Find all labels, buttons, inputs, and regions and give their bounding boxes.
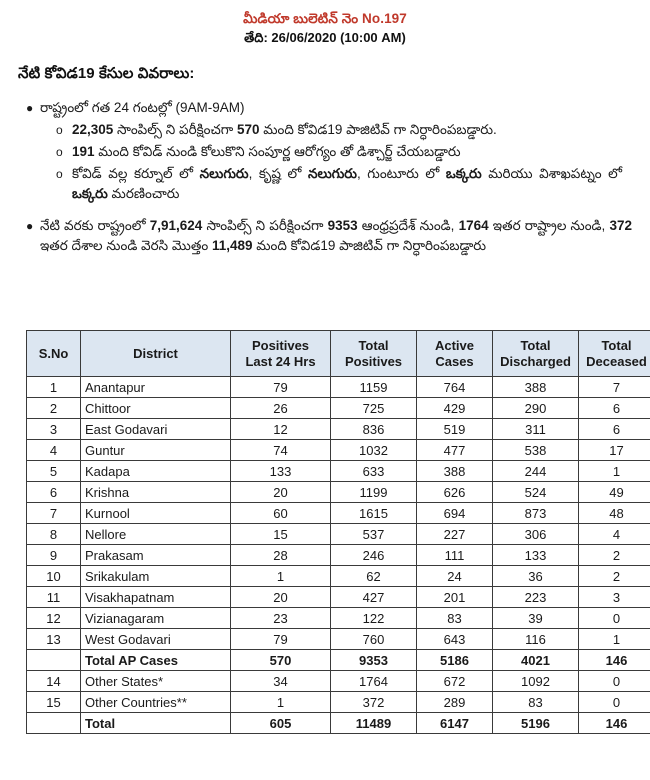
- deaths-mid-2: , గుంటూరు లో: [356, 166, 446, 181]
- bulletin-title: మీడియా బులెటిన్ నెం No.197: [243, 11, 407, 26]
- column-header-tp-line2: Positives: [344, 353, 403, 369]
- new-positives-value: 570: [236, 122, 260, 137]
- cell-active-cases: 111: [417, 545, 493, 566]
- column-header-total-deceased: [579, 331, 650, 377]
- bullet-last-24-hours-text: రాష్ట్రంలో గత 24 గంటల్లో (9AM-9AM): [40, 100, 245, 115]
- bullet-last-24-hours: [26, 98, 632, 204]
- cell-total-deceased: 7: [579, 377, 650, 398]
- table-row: [27, 377, 650, 398]
- deaths-visakhapatnam-value: ఒక్కరు: [72, 186, 108, 201]
- cell-positives-last-24-hrs: 570: [231, 650, 331, 671]
- table-summary-row: [27, 650, 650, 671]
- cell-positives-last-24-hrs: 79: [231, 377, 331, 398]
- cell-total-discharged: 5196: [493, 713, 579, 734]
- table-summary-row: [27, 713, 650, 734]
- discharged-24h-value: 191: [72, 144, 95, 159]
- cell-total-positives: 122: [331, 608, 417, 629]
- cell-active-cases: 626: [417, 482, 493, 503]
- table-row: [27, 524, 650, 545]
- cell-total-deceased: 17: [579, 440, 650, 461]
- samples-tested-24h-mid: సాంపిల్స్ ని పరీక్షించగా: [113, 122, 237, 137]
- table-row: [27, 608, 650, 629]
- deaths-prefix: కోవిడ్ వల్ల కర్నూల్ లో: [72, 166, 200, 181]
- cell-total-deceased: 3: [579, 587, 650, 608]
- cell-positives-last-24-hrs: 60: [231, 503, 331, 524]
- cell-active-cases: 694: [417, 503, 493, 524]
- column-header-positives-last-24-hrs: [231, 331, 331, 377]
- cell-total-deceased: 6: [579, 398, 650, 419]
- cell-sno: 14: [27, 671, 81, 692]
- bullet-spacer: [0, 204, 650, 216]
- cell-positives-last-24-hrs: 23: [231, 608, 331, 629]
- cell-total-discharged: 133: [493, 545, 579, 566]
- table-row: [27, 398, 650, 419]
- cell-total-positives: 246: [331, 545, 417, 566]
- bullet-circle-icon: o: [56, 167, 63, 181]
- cell-district: Kurnool: [81, 503, 231, 524]
- bullet-disc-icon: ●: [26, 101, 34, 115]
- column-header-ac-line1: Active: [434, 337, 475, 353]
- cumulative-mid-2: ఆంధ్రప్రదేశ్ నుండి,: [357, 218, 459, 233]
- cell-total-deceased: 146: [579, 650, 650, 671]
- deaths-mid-1: , కృష్ణ లో: [248, 166, 309, 181]
- cell-total-discharged: 524: [493, 482, 579, 503]
- cell-district: Srikakulam: [81, 566, 231, 587]
- cell-active-cases: 519: [417, 419, 493, 440]
- bullet-cumulative-totals: [26, 216, 632, 256]
- cell-sno: 3: [27, 419, 81, 440]
- cell-total-discharged: 39: [493, 608, 579, 629]
- cell-active-cases: 764: [417, 377, 493, 398]
- cell-active-cases: 672: [417, 671, 493, 692]
- cell-sno: 15: [27, 692, 81, 713]
- cumulative-mid-3: ఇతర రాష్ట్రాల నుండి,: [488, 218, 610, 233]
- cell-district: Other Countries**: [81, 692, 231, 713]
- cell-district: West Godavari: [81, 629, 231, 650]
- table-header-row: [27, 331, 650, 377]
- bullet-disc-icon: ●: [26, 219, 34, 233]
- cell-total-discharged: 83: [493, 692, 579, 713]
- discharged-24h-suffix: మంది కోవిడ్ నుండి కోలుకొని సంపూర్ణ ఆరోగ్యం తో డిశ్చార్జ్ చేయబడ్డారు: [94, 144, 461, 159]
- cumulative-suffix: మంది కోవిడ19 పాజిటివ్ గా నిర్ధారింపబడ్డారు: [252, 238, 486, 253]
- sub-bullet-discharged: [56, 142, 622, 162]
- bulletin-header: [0, 0, 650, 47]
- cell-positives-last-24-hrs: 1: [231, 692, 331, 713]
- cell-total-discharged: 116: [493, 629, 579, 650]
- cumulative-prefix: నేటి వరకు రాష్ట్రంలో: [40, 218, 150, 233]
- cell-positives-last-24-hrs: 79: [231, 629, 331, 650]
- cell-total-discharged: 311: [493, 419, 579, 440]
- section-heading: నేటి కోవిడ19 కేసుల వివరాలు:: [18, 65, 195, 82]
- deaths-suffix: మరణించారు: [107, 186, 180, 201]
- table-row: [27, 566, 650, 587]
- cell-total-deceased: 6: [579, 419, 650, 440]
- cell-positives-last-24-hrs: 1: [231, 566, 331, 587]
- table-row: [27, 629, 650, 650]
- cell-total-positives: 633: [331, 461, 417, 482]
- cell-total-discharged: 4021: [493, 650, 579, 671]
- cell-active-cases: 643: [417, 629, 493, 650]
- table-row: [27, 419, 650, 440]
- cell-sno: 13: [27, 629, 81, 650]
- column-header-td-line2: Discharged: [500, 353, 571, 369]
- cell-total-positives: 1615: [331, 503, 417, 524]
- cell-total-positives: 427: [331, 587, 417, 608]
- column-header-total-positives: [331, 331, 417, 377]
- cell-sno: 6: [27, 482, 81, 503]
- cumulative-ap-positives-value: 9353: [327, 218, 358, 233]
- column-header-tdec-line1: Total: [601, 337, 632, 353]
- cell-total-deceased: 0: [579, 692, 650, 713]
- cell-positives-last-24-hrs: 74: [231, 440, 331, 461]
- table-row: [27, 671, 650, 692]
- column-header-td-line1: Total: [520, 337, 551, 353]
- cell-total-deceased: 1: [579, 629, 650, 650]
- cumulative-grand-total-value: 11,489: [211, 238, 253, 253]
- samples-tested-24h-value: 22,305: [72, 122, 114, 137]
- table-row: [27, 482, 650, 503]
- column-header-total-discharged: [493, 331, 579, 377]
- deaths-guntur-value: ఒక్కరు: [445, 166, 482, 181]
- table-row: [27, 545, 650, 566]
- cell-total-positives: 1764: [331, 671, 417, 692]
- cell-total-positives: 1159: [331, 377, 417, 398]
- cell-positives-last-24-hrs: 12: [231, 419, 331, 440]
- cumulative-other-states-value: 1764: [458, 218, 489, 233]
- district-cases-table-wrapper: [26, 330, 647, 734]
- cell-total-positives: 62: [331, 566, 417, 587]
- cell-total-positives: 372: [331, 692, 417, 713]
- cell-sno: 10: [27, 566, 81, 587]
- cell-total-deceased: 2: [579, 545, 650, 566]
- cell-total-discharged: 290: [493, 398, 579, 419]
- cell-active-cases: 24: [417, 566, 493, 587]
- cell-total-discharged: 1092: [493, 671, 579, 692]
- cell-positives-last-24-hrs: 605: [231, 713, 331, 734]
- table-row: [27, 503, 650, 524]
- cell-district: Guntur: [81, 440, 231, 461]
- cell-positives-last-24-hrs: 15: [231, 524, 331, 545]
- cell-total-deceased: 48: [579, 503, 650, 524]
- bullet-circle-icon: o: [56, 123, 63, 137]
- cell-sno: 7: [27, 503, 81, 524]
- table-row: [27, 587, 650, 608]
- summary-bullet-list: [0, 98, 650, 256]
- cell-district: Other States*: [81, 671, 231, 692]
- cell-district: East Godavari: [81, 419, 231, 440]
- cell-total-positives: 725: [331, 398, 417, 419]
- cell-sno: 12: [27, 608, 81, 629]
- cell-total-deceased: 0: [579, 608, 650, 629]
- column-header-p24-line2: Last 24 Hrs: [245, 353, 316, 369]
- cell-sno: 8: [27, 524, 81, 545]
- cell-district: Anantapur: [81, 377, 231, 398]
- cell-district: Kadapa: [81, 461, 231, 482]
- cell-total-deceased: 2: [579, 566, 650, 587]
- new-positives-suffix: మంది కోవిడ19 పాజిటివ్ గా నిర్ధారింపబడ్డారు.: [259, 122, 497, 137]
- column-header-tdec-line2: Deceased: [586, 353, 647, 369]
- cell-total-discharged: 306: [493, 524, 579, 545]
- cell-active-cases: 477: [417, 440, 493, 461]
- cell-total-positives: 9353: [331, 650, 417, 671]
- cell-district: Total: [81, 713, 231, 734]
- bullet-circle-icon: o: [56, 145, 63, 159]
- column-header-district-line1: District: [133, 345, 178, 361]
- sub-bullet-samples-tested: [56, 120, 622, 140]
- cell-positives-last-24-hrs: 34: [231, 671, 331, 692]
- cell-total-deceased: 0: [579, 671, 650, 692]
- cell-active-cases: 289: [417, 692, 493, 713]
- cell-sno: 9: [27, 545, 81, 566]
- column-header-active-cases: [417, 331, 493, 377]
- cell-sno: 1: [27, 377, 81, 398]
- cell-total-discharged: 388: [493, 377, 579, 398]
- cell-positives-last-24-hrs: 28: [231, 545, 331, 566]
- column-header-p24-line1: Positives: [251, 337, 310, 353]
- column-header-district: [81, 331, 231, 377]
- cell-district: Nellore: [81, 524, 231, 545]
- cell-total-deceased: 1: [579, 461, 650, 482]
- cell-district: Chittoor: [81, 398, 231, 419]
- cell-sno: 5: [27, 461, 81, 482]
- column-header-sno: [27, 331, 81, 377]
- cumulative-mid-4: ఇతర దేశాల నుండి వెరసి మొత్తం: [40, 238, 212, 253]
- cell-sno: 4: [27, 440, 81, 461]
- sub-bullet-deaths: [56, 164, 623, 204]
- cell-district: Krishna: [81, 482, 231, 503]
- cell-positives-last-24-hrs: 20: [231, 587, 331, 608]
- date-value: : 26/06/2020 (10:00 AM): [263, 30, 406, 45]
- deaths-kurnool-value: నలుగురు: [199, 166, 249, 181]
- deaths-krishna-value: నలుగురు: [308, 166, 357, 181]
- cumulative-samples-value: 7,91,624: [149, 218, 203, 233]
- cell-active-cases: 227: [417, 524, 493, 545]
- cell-total-discharged: 244: [493, 461, 579, 482]
- cell-district: Vizianagaram: [81, 608, 231, 629]
- cell-active-cases: 83: [417, 608, 493, 629]
- cell-district: Visakhapatnam: [81, 587, 231, 608]
- cell-sno: 11: [27, 587, 81, 608]
- cell-total-positives: 1199: [331, 482, 417, 503]
- cell-positives-last-24-hrs: 26: [231, 398, 331, 419]
- cell-total-deceased: 146: [579, 713, 650, 734]
- cell-total-positives: 760: [331, 629, 417, 650]
- cell-total-deceased: 4: [579, 524, 650, 545]
- table-row: [27, 461, 650, 482]
- cell-active-cases: 6147: [417, 713, 493, 734]
- table-row: [27, 692, 650, 713]
- cell-positives-last-24-hrs: 133: [231, 461, 331, 482]
- cell-total-positives: 836: [331, 419, 417, 440]
- cell-total-discharged: 538: [493, 440, 579, 461]
- cell-active-cases: 5186: [417, 650, 493, 671]
- cumulative-other-countries-value: 372: [609, 218, 632, 233]
- column-header-ac-line2: Cases: [435, 353, 474, 369]
- cell-district: Prakasam: [81, 545, 231, 566]
- cell-active-cases: 388: [417, 461, 493, 482]
- cell-total-discharged: 873: [493, 503, 579, 524]
- cell-sno: [27, 650, 81, 671]
- cell-total-discharged: 36: [493, 566, 579, 587]
- cell-sno: [27, 713, 81, 734]
- cell-positives-last-24-hrs: 20: [231, 482, 331, 503]
- table-body: [27, 377, 650, 734]
- district-cases-table: [26, 330, 650, 734]
- cumulative-mid-1: సాంపిల్స్ ని పరీక్షించగా: [202, 218, 328, 233]
- cell-active-cases: 201: [417, 587, 493, 608]
- table-row: [27, 440, 650, 461]
- cell-total-positives: 537: [331, 524, 417, 545]
- sub-bullet-list: [40, 120, 632, 204]
- deaths-mid-3: మరియు విశాఖపట్నం లో: [481, 166, 623, 181]
- cell-sno: 2: [27, 398, 81, 419]
- cell-total-positives: 11489: [331, 713, 417, 734]
- column-header-tp-line1: Total: [358, 337, 389, 353]
- cell-district: Total AP Cases: [81, 650, 231, 671]
- cell-total-deceased: 49: [579, 482, 650, 503]
- cell-total-discharged: 223: [493, 587, 579, 608]
- bulletin-date-line: [0, 29, 650, 47]
- column-header-sno-line1: S.No: [38, 345, 69, 361]
- date-label: తేది: [244, 30, 264, 45]
- cell-total-positives: 1032: [331, 440, 417, 461]
- table-header: [27, 331, 650, 377]
- cell-active-cases: 429: [417, 398, 493, 419]
